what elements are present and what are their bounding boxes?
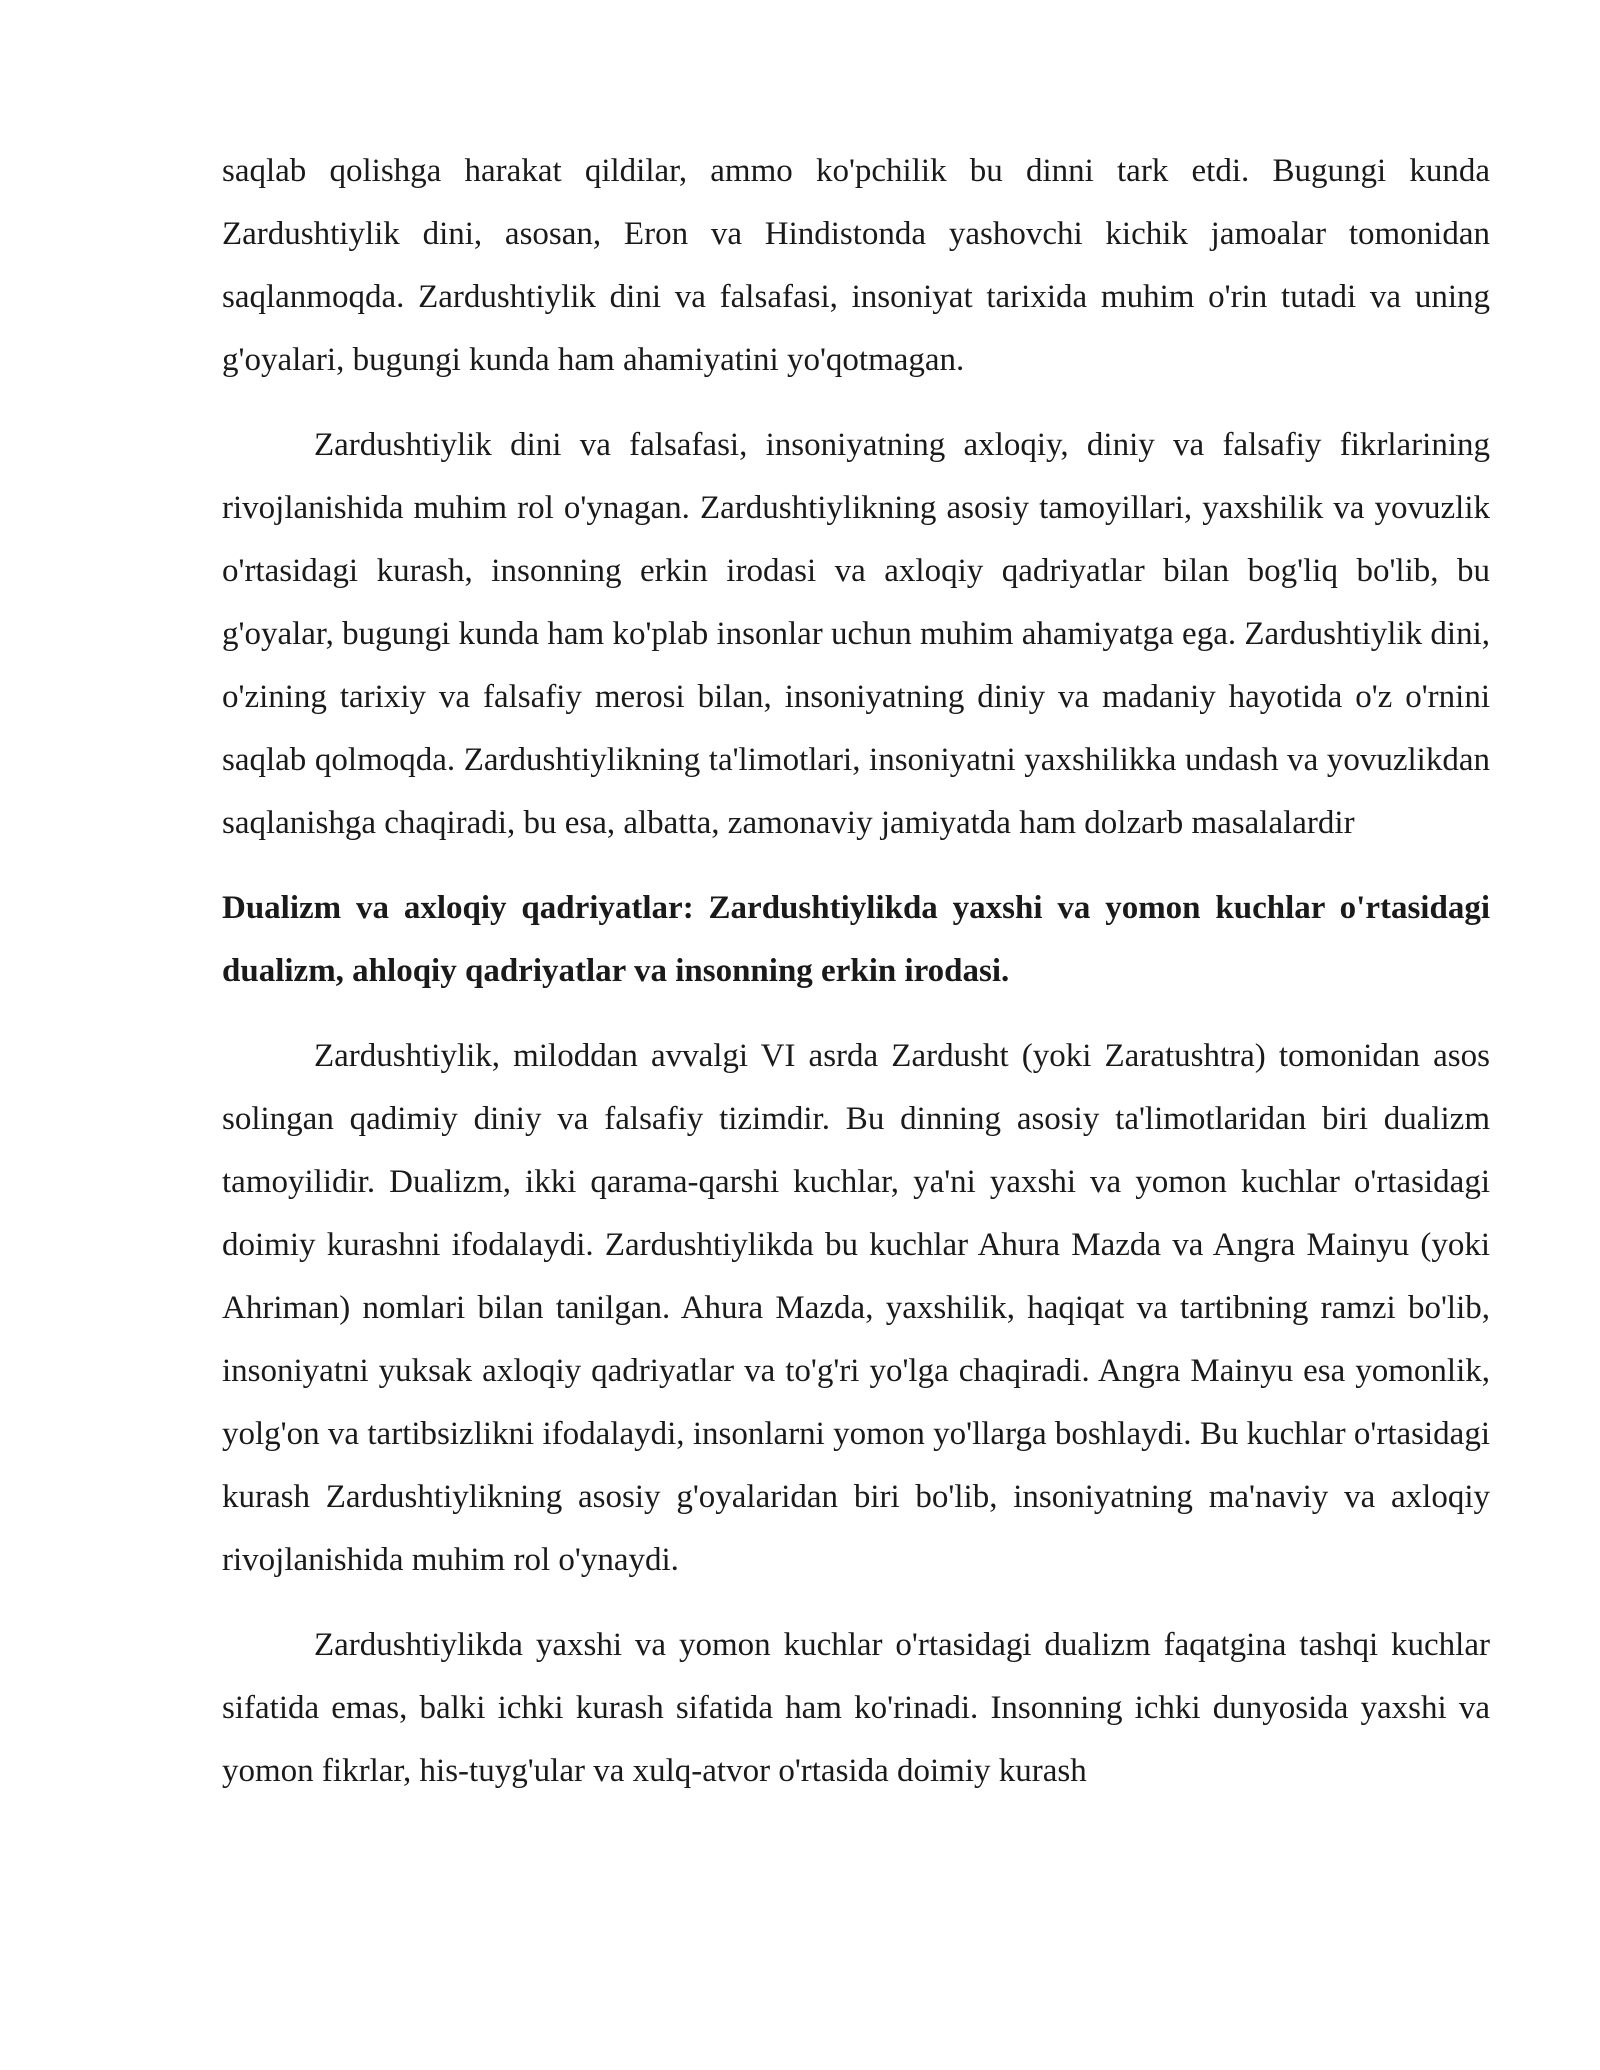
paragraph-inner-struggle: Zardushtiylikda yaxshi va yomon kuchlar o'rtasidagi dualizm faqatgina tashqi kuchlar sifatida emas, balki ichki kurash sifatida ham ko'rinadi. Insonning ichki dunyosida yaxshi va yomon fikrlar, his-tuyg'ular va xulq-atvor o'rtasida doimiy kurash: [222, 1627, 1490, 1789]
paragraph-significance: Zardushtiylik dini va falsafasi, insoniyatning axloqiy, diniy va falsafiy fikrlarining rivojlanishida muhim rol o'ynagan. Zardushtiylikning asosiy tamoyillari, yaxshilik va yovuzlik o'rtasidagi kurash, insonning erkin irodasi va axloqiy qadriyatlar bilan bog'liq bo'lib, bu g'oyalar, bugungi kunda ham ko'plab insonlar uchun muhim ahamiyatga ega. Zardushtiylik dini, o'zining tarixiy va falsafiy merosi bilan, insoniyatning diniy va madaniy hayotida o'z o'rnini saqlab qolmoqda. Zardushtiylikning ta'limotlari, insoniyatni yaxshilikka undash va yovuzlikdan saqlanishga chaqiradi, bu esa, albatta, zamonaviy jamiyatda ham dolzarb masalalardir: [222, 427, 1490, 841]
section-heading-dualism: Dualizm va axloqiy qadriyatlar: Zardushtiylikda yaxshi va yomon kuchlar o'rtasidagi dualizm, ahloqiy qadriyatlar va insonning erkin irodasi.: [222, 890, 1490, 989]
page-content: [222, 140, 1490, 1825]
paragraph-dualism-definition: Zardushtiylik, miloddan avvalgi VI asrda Zardusht (yoki Zaratushtra) tomonidan asos solingan qadimiy diniy va falsafiy tizimdir. Bu dinning asosiy ta'limotlaridan biri dualizm tamoyilidir. Dualizm, ikki qarama-qarshi kuchlar, ya'ni yaxshi va yomon kuchlar o'rtasidagi doimiy kurashni ifodalaydi. Zardushtiylikda bu kuchlar Ahura Mazda va Angra Mainyu (yoki Ahriman) nomlari bilan tanilgan. Ahura Mazda, yaxshilik, haqiqat va tartibning ramzi bo'lib, insoniyatni yuksak axloqiy qadriyatlar va to'g'ri yo'lga chaqiradi. Angra Mainyu esa yomonlik, yolg'on va tartibsizlikni ifodalaydi, insonlarni yomon yo'llarga boshlaydi. Bu kuchlar o'rtasidagi kurash Zardushtiylikning asosiy g'oyalaridan biri bo'lib, insoniyatning ma'naviy va axloqiy rivojlanishida muhim rol o'ynaydi.: [222, 1038, 1490, 1578]
paragraph-intro-continuation: saqlab qolishga harakat qildilar, ammo ko'pchilik bu dinni tark etdi. Bugungi kunda Zardushtiylik dini, asosan, Eron va Hindistonda yashovchi kichik jamoalar tomonidan saqlanmoqda. Zardushtiylik dini va falsafasi, insoniyat tarixida muhim o'rin tutadi va uning g'oyalari, bugungi kunda ham ahamiyatini yo'qotmagan.: [222, 153, 1490, 378]
